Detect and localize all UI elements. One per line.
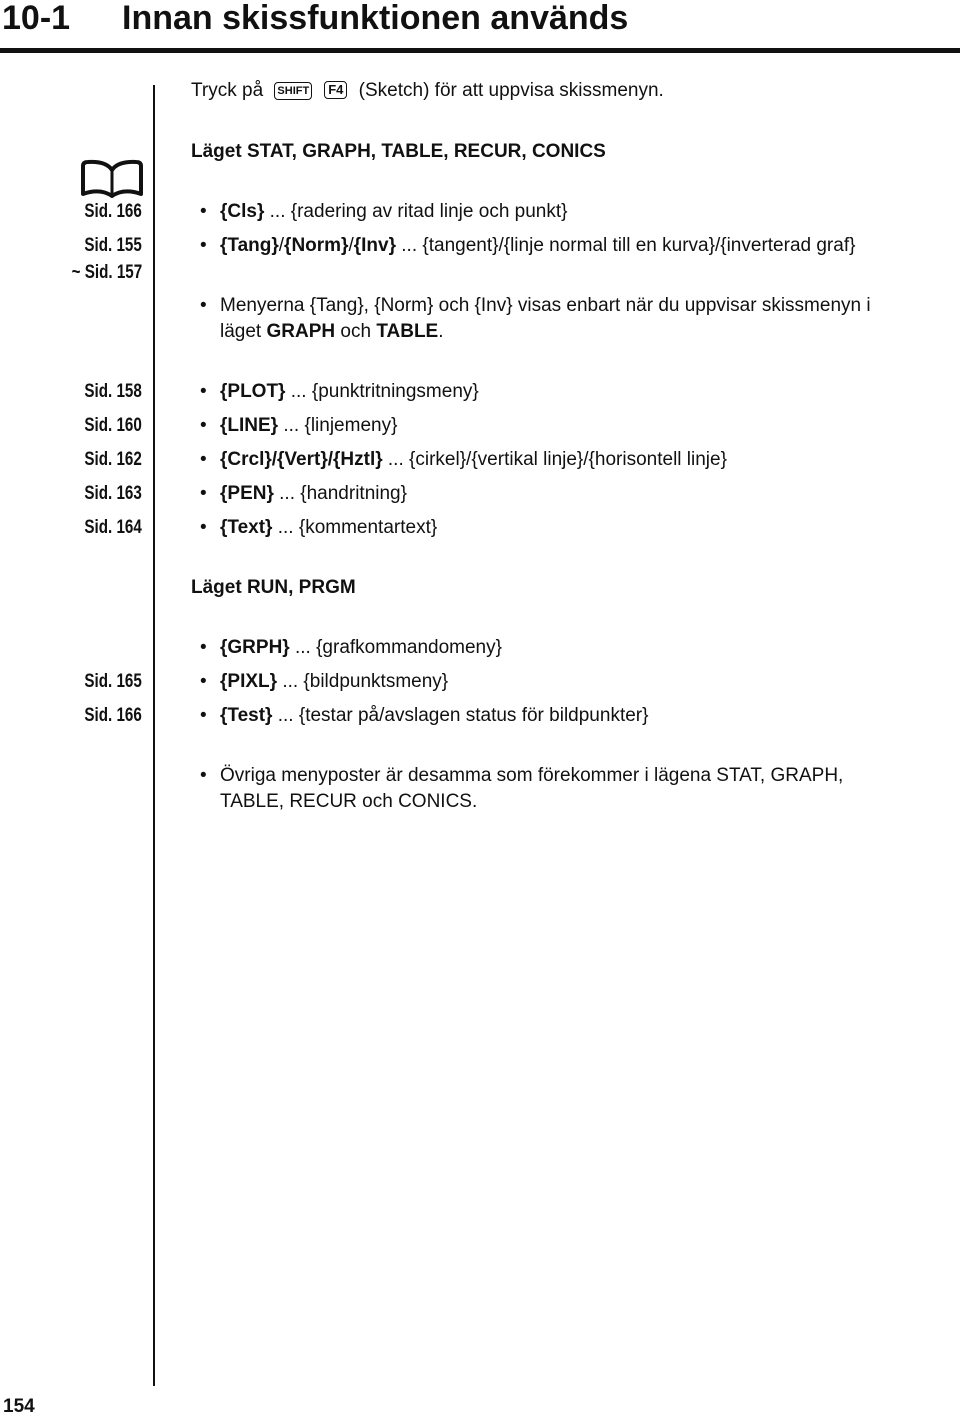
- menu-entry-cls: [220, 201, 568, 223]
- list-item: [220, 517, 437, 539]
- title-rule: [0, 48, 960, 53]
- intro-prefix: Tryck på: [191, 80, 264, 101]
- list-item: [220, 381, 479, 403]
- bullet-icon: •: [200, 671, 207, 692]
- menu-entry-tang: [220, 235, 855, 257]
- note-line: TABLE, RECUR och CONICS.: [220, 791, 478, 812]
- menu-key: {Test}: [220, 705, 273, 726]
- note-line: Menyerna {Tang}, {Norm} och {Inv} visas enbart när du uppvisar skissmenyn i: [220, 295, 871, 316]
- page-ref: Sid. 166: [84, 705, 142, 726]
- menu-desc: ... {grafkommandomeny}: [294, 637, 502, 658]
- menu-desc: ... {punktritningsmeny}: [290, 381, 479, 402]
- menu-desc: ... {tangent}/{linje normal till en kurva}/{inverterad graf}: [401, 235, 856, 256]
- list-item: [220, 705, 648, 727]
- bullet-icon: •: [200, 637, 207, 658]
- separator: /: [278, 235, 285, 256]
- menu-desc: ... {bildpunktsmeny}: [282, 671, 449, 692]
- menu-desc: ... {linjemeny}: [283, 415, 398, 436]
- intro-line: [191, 80, 664, 102]
- bullet-icon: •: [200, 201, 207, 222]
- shift-key-icon: SHIFT: [274, 82, 312, 100]
- menu-key: {GRPH}: [220, 637, 290, 658]
- page-ref: ~ Sid. 157: [71, 262, 142, 283]
- page-ref: Sid. 162: [84, 449, 142, 470]
- bullet-icon: •: [200, 483, 207, 504]
- note-text: läget: [220, 321, 262, 342]
- page-ref: Sid. 166: [84, 201, 142, 222]
- menu-key: {PLOT}: [220, 381, 286, 402]
- menu-desc: ... {radering av ritad linje och punkt}: [269, 201, 568, 222]
- menu-key: {Text}: [220, 517, 273, 538]
- section-number: 10-1: [2, 0, 71, 37]
- menu-key: {Cls}: [220, 201, 265, 222]
- note-mode: TABLE: [376, 321, 439, 342]
- page-ref: Sid. 164: [84, 517, 142, 538]
- f4-key-icon: F4: [324, 81, 347, 99]
- list-item: [220, 415, 397, 437]
- menu-key: {Inv}: [353, 235, 396, 256]
- page-title: [0, 0, 960, 36]
- note-line: [220, 321, 444, 343]
- bullet-icon: •: [200, 415, 207, 436]
- separator: /: [348, 235, 354, 256]
- margin-rule: [153, 85, 155, 1386]
- menu-key: {Tang}: [220, 235, 279, 256]
- open-book-icon: [80, 158, 144, 198]
- bullet-icon: •: [200, 381, 207, 402]
- menu-desc: ... {testar på/avslagen status för bildpunkter}: [277, 705, 649, 726]
- bullet-icon: •: [200, 517, 207, 538]
- page-ref: Sid. 160: [84, 415, 142, 436]
- bullet-icon: •: [200, 765, 207, 786]
- section-title: Innan skissfunktionen används: [122, 0, 629, 37]
- menu-desc: ... {cirkel}/{vertikal linje}/{horisontell linje}: [387, 449, 727, 470]
- section2-heading: Läget RUN, PRGM: [191, 577, 356, 598]
- menu-key: {LINE}: [220, 415, 279, 436]
- intro-suffix: (Sketch) för att uppvisa skissmenyn.: [358, 80, 664, 101]
- page-ref: Sid. 158: [84, 381, 142, 402]
- bullet-icon: •: [200, 235, 207, 256]
- menu-key: {Crcl}/{Vert}/{Hztl}: [220, 449, 383, 470]
- list-item: [220, 637, 502, 659]
- section1-heading: Läget STAT, GRAPH, TABLE, RECUR, CONICS: [191, 141, 606, 162]
- list-item: [220, 671, 448, 693]
- menu-key: {Norm}: [284, 235, 349, 256]
- page-ref: Sid. 155: [84, 235, 142, 256]
- list-item: [220, 483, 407, 505]
- menu-key: {PIXL}: [220, 671, 278, 692]
- page-ref: Sid. 163: [84, 483, 142, 504]
- menu-desc: ... {handritning}: [279, 483, 407, 504]
- note-line: Övriga menyposter är desamma som förekommer i lägena STAT, GRAPH,: [220, 765, 844, 786]
- menu-desc: ... {kommentartext}: [277, 517, 438, 538]
- list-item: [220, 449, 727, 471]
- note-text: .: [438, 321, 444, 342]
- bullet-icon: •: [200, 705, 207, 726]
- note-mode: GRAPH: [266, 321, 336, 342]
- page-number: 154: [3, 1396, 35, 1417]
- page-ref: Sid. 165: [84, 671, 142, 692]
- bullet-icon: •: [200, 295, 207, 316]
- menu-key: {PEN}: [220, 483, 274, 504]
- note-text: och: [340, 321, 372, 342]
- bullet-icon: •: [200, 449, 207, 470]
